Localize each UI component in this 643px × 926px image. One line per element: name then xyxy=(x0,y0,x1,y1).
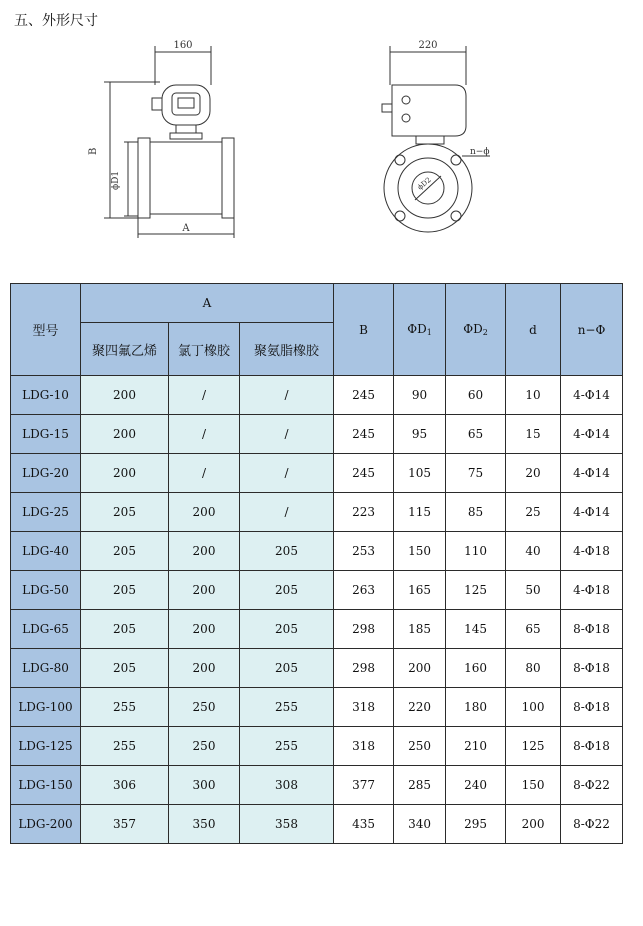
value-cell: 200 xyxy=(169,649,240,688)
value-cell: 240 xyxy=(446,766,506,805)
table-row xyxy=(11,493,623,532)
value-cell: 255 xyxy=(240,727,334,766)
value-cell: 125 xyxy=(506,727,561,766)
value-cell: 85 xyxy=(446,493,506,532)
value-cell: 255 xyxy=(81,727,169,766)
table-body xyxy=(11,376,623,844)
front-view-drawing xyxy=(88,40,234,238)
value-cell: 435 xyxy=(334,805,394,844)
table-row xyxy=(11,571,623,610)
value-cell: 285 xyxy=(394,766,446,805)
section-heading: 五、外形尺寸 xyxy=(14,13,98,29)
header-a-neoprene: 氯丁橡胶 xyxy=(169,323,240,376)
value-cell: 205 xyxy=(81,571,169,610)
value-cell: 200 xyxy=(169,493,240,532)
value-cell: 8-Φ18 xyxy=(561,610,623,649)
value-cell: 105 xyxy=(394,454,446,493)
value-cell: / xyxy=(240,493,334,532)
value-cell: 205 xyxy=(240,532,334,571)
value-cell: 145 xyxy=(446,610,506,649)
value-cell: 340 xyxy=(394,805,446,844)
value-cell: 4-Φ18 xyxy=(561,571,623,610)
value-cell: 8-Φ18 xyxy=(561,727,623,766)
value-cell: 357 xyxy=(81,805,169,844)
value-cell: 150 xyxy=(394,532,446,571)
value-cell: 150 xyxy=(506,766,561,805)
value-cell: 200 xyxy=(169,532,240,571)
value-cell: 200 xyxy=(81,415,169,454)
value-cell: 200 xyxy=(506,805,561,844)
dim-d2-label: ϕD2 xyxy=(416,175,433,192)
value-cell: 245 xyxy=(334,415,394,454)
value-cell: 4-Φ14 xyxy=(561,454,623,493)
model-cell: LDG-40 xyxy=(11,532,81,571)
value-cell: 115 xyxy=(394,493,446,532)
value-cell: 210 xyxy=(446,727,506,766)
dim-d1-label: ϕD1 xyxy=(111,170,121,190)
value-cell: 205 xyxy=(240,610,334,649)
value-cell: 205 xyxy=(81,493,169,532)
value-cell: 20 xyxy=(506,454,561,493)
value-cell: 318 xyxy=(334,688,394,727)
value-cell: 100 xyxy=(506,688,561,727)
model-cell: LDG-65 xyxy=(11,610,81,649)
value-cell: 255 xyxy=(240,688,334,727)
value-cell: 160 xyxy=(446,649,506,688)
value-cell: / xyxy=(169,376,240,415)
value-cell: 65 xyxy=(506,610,561,649)
value-cell: 8-Φ22 xyxy=(561,766,623,805)
header-b: B xyxy=(334,284,394,376)
value-cell: 80 xyxy=(506,649,561,688)
value-cell: / xyxy=(240,376,334,415)
value-cell: 4-Φ14 xyxy=(561,415,623,454)
value-cell: 10 xyxy=(506,376,561,415)
value-cell: 298 xyxy=(334,610,394,649)
value-cell: 200 xyxy=(169,571,240,610)
value-cell: 165 xyxy=(394,571,446,610)
value-cell: 220 xyxy=(394,688,446,727)
table-row xyxy=(11,805,623,844)
value-cell: 350 xyxy=(169,805,240,844)
table-row xyxy=(11,415,623,454)
value-cell: 4-Φ18 xyxy=(561,532,623,571)
header-n-phi: n−Φ xyxy=(561,284,623,376)
table-row xyxy=(11,454,623,493)
model-cell: LDG-20 xyxy=(11,454,81,493)
value-cell: 377 xyxy=(334,766,394,805)
value-cell: 205 xyxy=(81,649,169,688)
value-cell: 298 xyxy=(334,649,394,688)
value-cell: 200 xyxy=(169,610,240,649)
value-cell: 205 xyxy=(240,571,334,610)
value-cell: 250 xyxy=(169,727,240,766)
value-cell: 4-Φ14 xyxy=(561,493,623,532)
value-cell: 205 xyxy=(240,649,334,688)
value-cell: / xyxy=(169,415,240,454)
value-cell: 295 xyxy=(446,805,506,844)
model-cell: LDG-100 xyxy=(11,688,81,727)
value-cell: 8-Φ22 xyxy=(561,805,623,844)
value-cell: 180 xyxy=(446,688,506,727)
value-cell: 253 xyxy=(334,532,394,571)
value-cell: 65 xyxy=(446,415,506,454)
value-cell: 110 xyxy=(446,532,506,571)
header-phi-d1: $\Phi D_1$ xyxy=(394,284,446,376)
table-row xyxy=(11,610,623,649)
model-cell: LDG-10 xyxy=(11,376,81,415)
table-row xyxy=(11,688,623,727)
value-cell: 25 xyxy=(506,493,561,532)
value-cell: 250 xyxy=(169,688,240,727)
value-cell: 318 xyxy=(334,727,394,766)
value-cell: 40 xyxy=(506,532,561,571)
value-cell: 125 xyxy=(446,571,506,610)
table-row xyxy=(11,376,623,415)
value-cell: 8-Φ18 xyxy=(561,649,623,688)
header-a-polyurethane: 聚氨脂橡胶 xyxy=(240,323,334,376)
value-cell: / xyxy=(169,454,240,493)
value-cell: 200 xyxy=(394,649,446,688)
value-cell: 358 xyxy=(240,805,334,844)
model-cell: LDG-125 xyxy=(11,727,81,766)
table-row xyxy=(11,649,623,688)
value-cell: 60 xyxy=(446,376,506,415)
model-cell: LDG-50 xyxy=(11,571,81,610)
value-cell: 308 xyxy=(240,766,334,805)
value-cell: 90 xyxy=(394,376,446,415)
value-cell: / xyxy=(240,415,334,454)
header-a-ptfe: 聚四氟乙烯 xyxy=(81,323,169,376)
value-cell: 75 xyxy=(446,454,506,493)
value-cell: 15 xyxy=(506,415,561,454)
value-cell: 205 xyxy=(81,610,169,649)
dim-a-label: A xyxy=(182,223,190,234)
header-a: A xyxy=(81,284,334,323)
value-cell: 4-Φ14 xyxy=(561,376,623,415)
header-d: d xyxy=(506,284,561,376)
dimension-table xyxy=(10,283,623,844)
side-view-drawing xyxy=(382,40,490,232)
value-cell: 185 xyxy=(394,610,446,649)
model-cell: LDG-150 xyxy=(11,766,81,805)
value-cell: 263 xyxy=(334,571,394,610)
value-cell: 306 xyxy=(81,766,169,805)
table-row xyxy=(11,766,623,805)
model-cell: LDG-25 xyxy=(11,493,81,532)
value-cell: 200 xyxy=(81,376,169,415)
value-cell: 223 xyxy=(334,493,394,532)
header-model: 型号 xyxy=(11,284,81,376)
header-phi-d2: $\Phi D_2$ xyxy=(446,284,506,376)
value-cell: 50 xyxy=(506,571,561,610)
value-cell: 95 xyxy=(394,415,446,454)
table-row xyxy=(11,532,623,571)
value-cell: 245 xyxy=(334,376,394,415)
value-cell: 255 xyxy=(81,688,169,727)
model-cell: LDG-80 xyxy=(11,649,81,688)
front-width-label: 160 xyxy=(173,40,193,51)
value-cell: 245 xyxy=(334,454,394,493)
table-row xyxy=(11,727,623,766)
model-cell: LDG-200 xyxy=(11,805,81,844)
dim-n-phi-label: n−ϕ xyxy=(470,147,490,157)
value-cell: 205 xyxy=(81,532,169,571)
side-width-label: 220 xyxy=(418,40,438,51)
value-cell: 300 xyxy=(169,766,240,805)
dim-b-label: B xyxy=(88,147,99,155)
value-cell: 250 xyxy=(394,727,446,766)
model-cell: LDG-15 xyxy=(11,415,81,454)
value-cell: 8-Φ18 xyxy=(561,688,623,727)
value-cell: / xyxy=(240,454,334,493)
value-cell: 200 xyxy=(81,454,169,493)
dimension-drawings xyxy=(0,30,643,270)
